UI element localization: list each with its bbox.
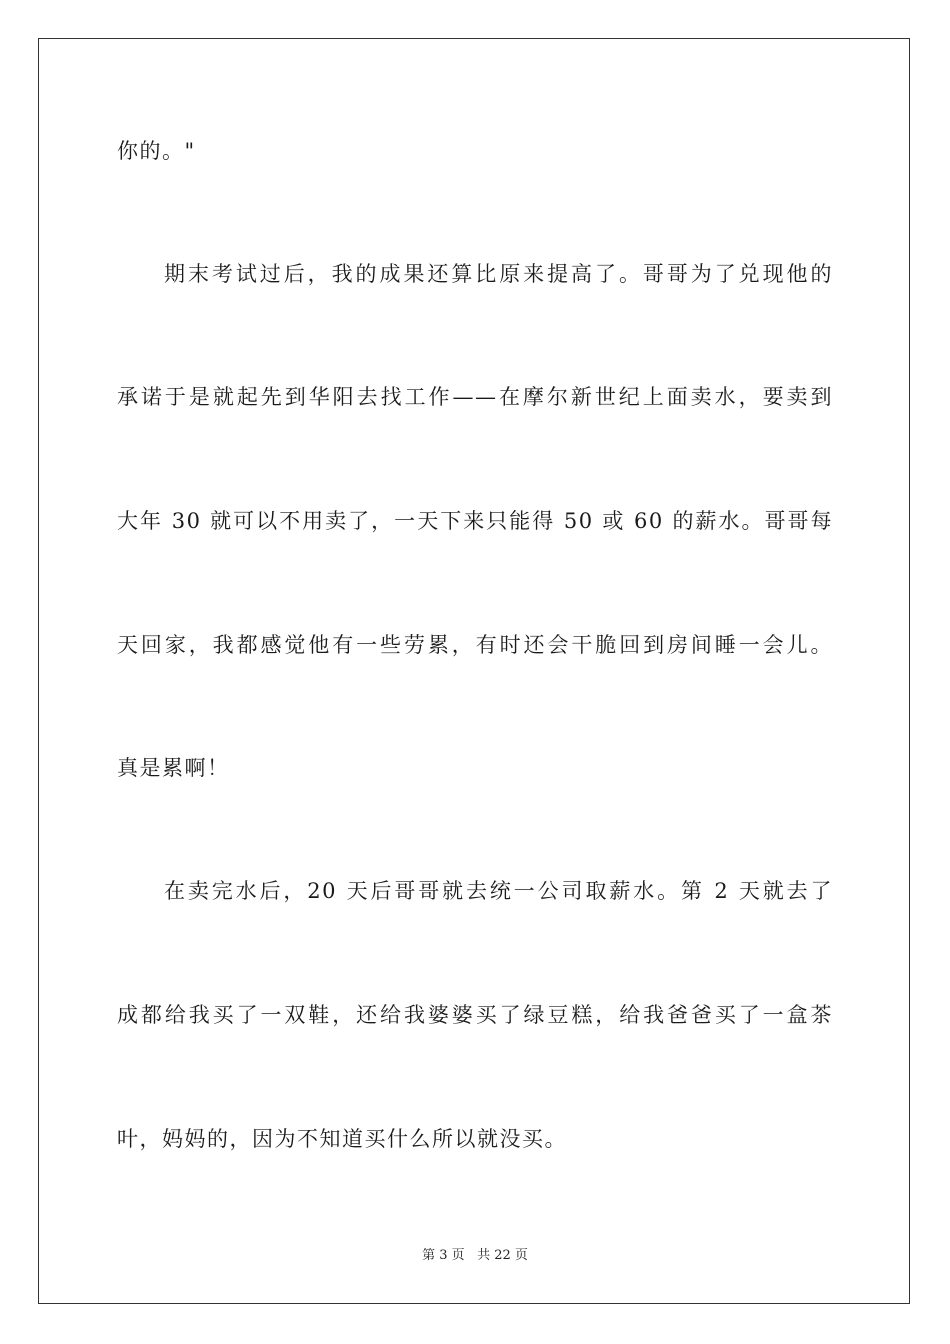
text-line-1: 你的。" xyxy=(117,139,196,163)
page-total: 共 22 页 xyxy=(477,1248,528,1263)
text-line-4: 大年 30 就可以不用卖了，一天下来只能得 50 或 60 的薪水。哥哥每 xyxy=(117,509,833,533)
text-line-8: 成都给我买了一双鞋，还给我婆婆买了绿豆糕，给我爸爸买了一盒茶 xyxy=(117,1003,833,1027)
text-line-5: 天回家，我都感觉他有一些劳累，有时还会干脆回到房间睡一会儿。 xyxy=(117,633,833,657)
paragraph-start-line: 在卖完水后，20 天后哥哥就去统一公司取薪水。第 2 天就去了 xyxy=(164,879,833,903)
page-border xyxy=(38,38,910,1304)
text-line-6: 真是累啊！ xyxy=(117,756,230,780)
paragraph-start-line: 期末考试过后，我的成果还算比原来提高了。哥哥为了兑现他的 xyxy=(164,262,833,286)
text-line-9: 叶，妈妈的，因为不知道买什么所以就没买。 xyxy=(117,1127,567,1151)
text-line-3: 承诺于是就起先到华阳去找工作——在摩尔新世纪上面卖水，要卖到 xyxy=(117,385,833,409)
page-footer xyxy=(0,1247,950,1265)
page-number: 第 3 页 xyxy=(422,1248,465,1263)
